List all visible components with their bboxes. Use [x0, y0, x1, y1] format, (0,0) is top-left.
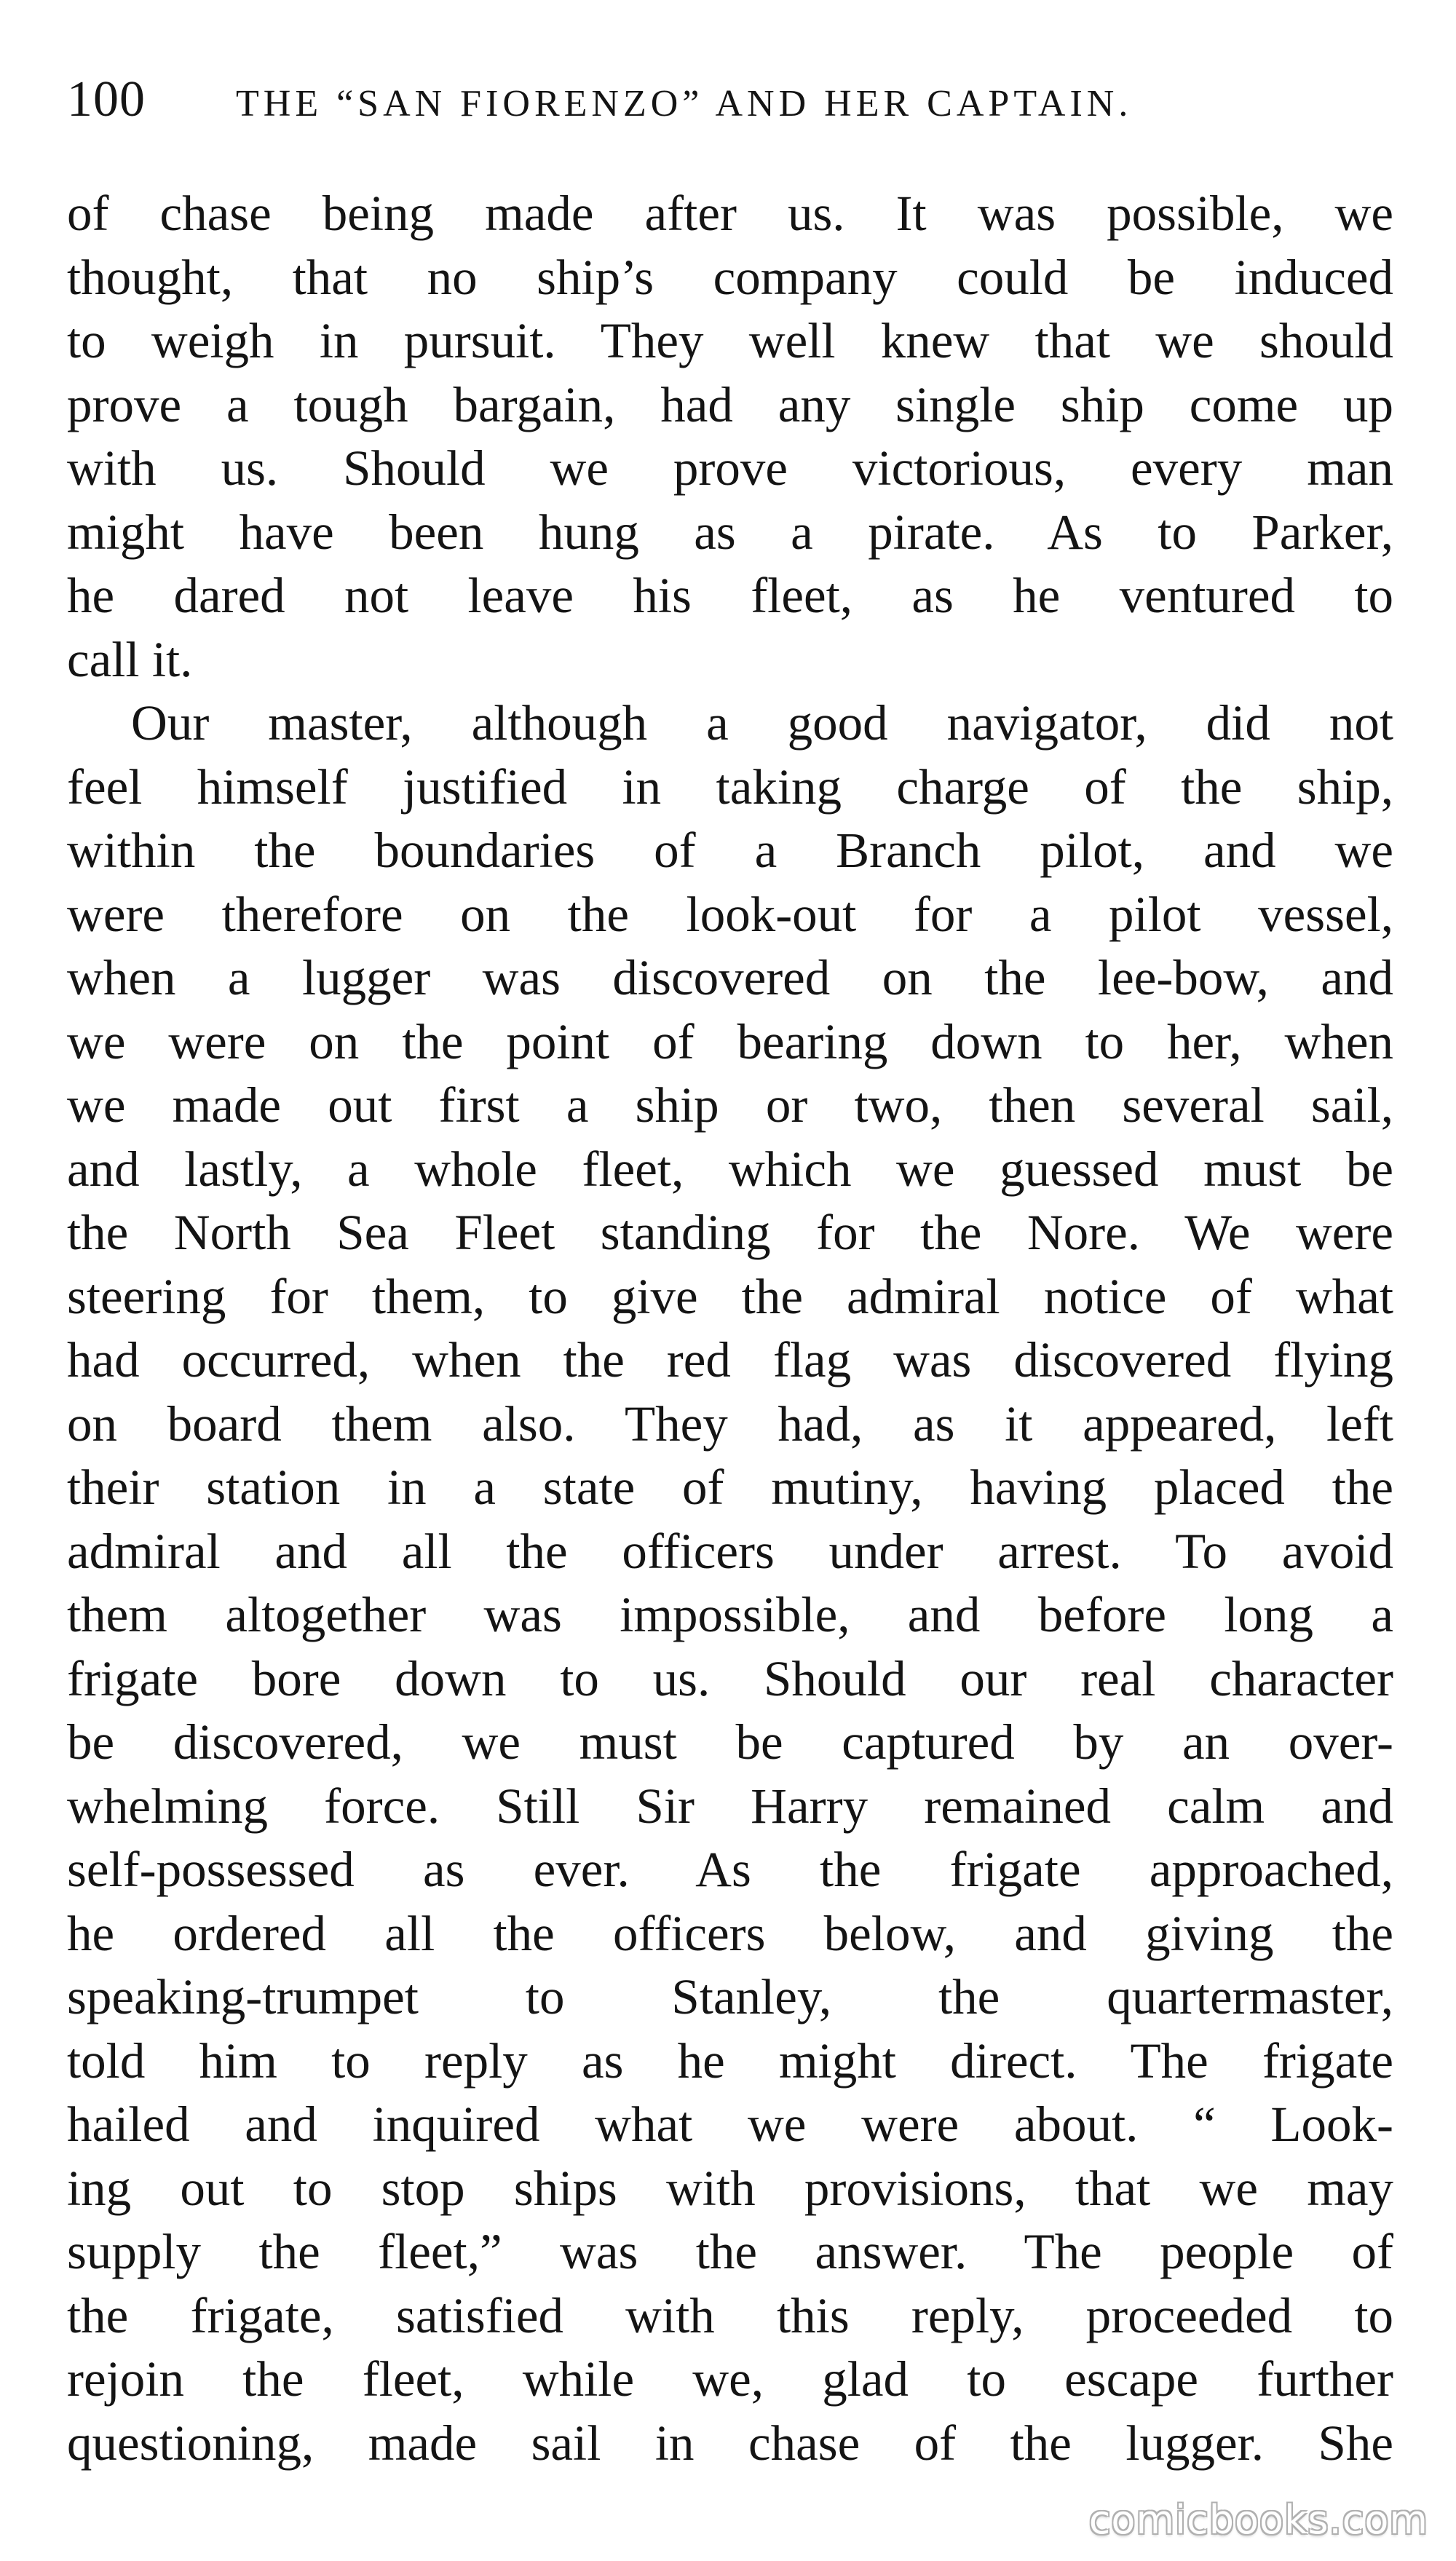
text-line: had occurred, when the red flag was discovered flying [67, 1332, 1393, 1388]
text-line: admiral and all the officers under arrest. To avoid [67, 1523, 1393, 1579]
running-title: THE “SAN FIORENZO” AND HER CAPTAIN. [236, 83, 1133, 124]
text-line: hailed and inquired what we were about. “ Look- [67, 2097, 1393, 2152]
text-line: questioning, made sail in chase of the lugger. She [67, 2415, 1393, 2471]
text-line: with us. Should we prove victorious, every man [67, 440, 1393, 496]
watermark: comicbooks.com [1088, 2497, 1428, 2543]
text-line: be discovered, we must be captured by an over- [67, 1714, 1393, 1770]
text-line: on board them also. They had, as it appeared, left [67, 1396, 1393, 1452]
text-line: prove a tough bargain, had any single ship come up [67, 376, 1393, 432]
text-line: when a lugger was discovered on the lee-bow, and [67, 950, 1393, 1005]
text-line: were therefore on the look-out for a pilot vessel, [67, 886, 1393, 942]
text-line: thought, that no ship’s company could be induced [67, 249, 1393, 305]
text-line: steering for them, to give the admiral notice of what [67, 1268, 1393, 1324]
text-line: self-possessed as ever. As the frigate approached, [67, 1842, 1393, 1897]
text-line: Our master, although a good navigator, did not [131, 695, 1393, 751]
text-line: he dared not leave his fleet, as he ventured to [67, 568, 1393, 623]
page-number: 100 [67, 71, 146, 127]
text-line: he ordered all the officers below, and giving the [67, 1905, 1393, 1961]
text-line: speaking-trumpet to Stanley, the quartermaster, [67, 1969, 1393, 2024]
text-line: of chase being made after us. It was possible, we [67, 186, 1393, 241]
text-line: we were on the point of bearing down to her, when [67, 1013, 1393, 1069]
text-line: whelming force. Still Sir Harry remained calm and [67, 1778, 1393, 1834]
text-line: their station in a state of mutiny, having placed the [67, 1460, 1393, 1515]
page-header [67, 67, 1390, 132]
text-line: might have been hung as a pirate. As to Parker, [67, 504, 1393, 560]
text-line: and lastly, a whole fleet, which we guessed must be [67, 1141, 1393, 1197]
text-line: told him to reply as he might direct. The frigate [67, 2032, 1393, 2089]
text-line: the frigate, satisfied with this reply, proceeded to [67, 2287, 1393, 2343]
text-line: rejoin the fleet, while we, glad to escape further [67, 2351, 1393, 2407]
text-line: we made out first a ship or two, then several sail, [67, 1077, 1393, 1133]
text-line: frigate bore down to us. Should our real character [67, 1650, 1393, 1706]
text-line: within the boundaries of a Branch pilot, and we [67, 823, 1393, 878]
body-text [67, 182, 1393, 2475]
text-line: them altogether was impossible, and before long a [67, 1587, 1393, 1642]
text-line: ing out to stop ships with provisions, that we may [67, 2160, 1393, 2216]
text-line: to weigh in pursuit. They well knew that we should [67, 313, 1393, 368]
text-line: the North Sea Fleet standing for the Nore. We were [67, 1205, 1393, 1260]
text-line: feel himself justified in taking charge of the ship, [67, 759, 1393, 815]
text-line: call it. [67, 631, 193, 687]
text-line: supply the fleet,” was the answer. The people of [67, 2224, 1393, 2279]
